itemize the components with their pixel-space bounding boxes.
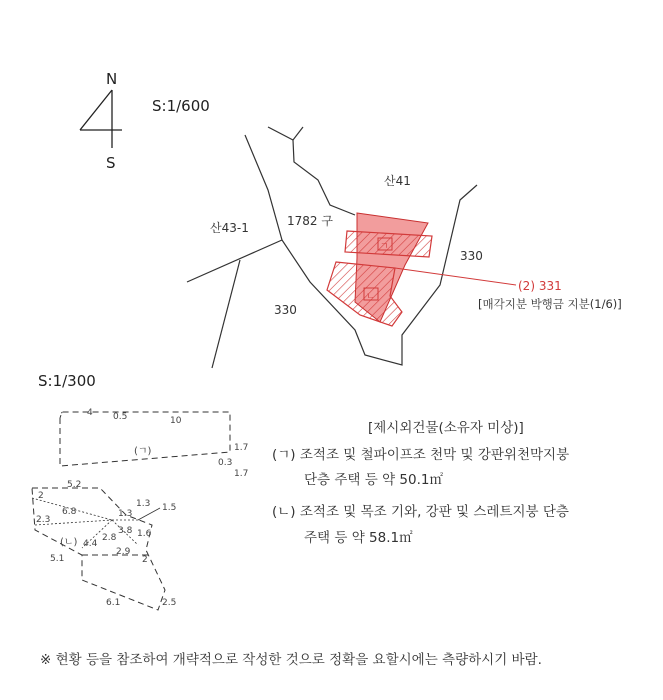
legend-item-a	[272, 443, 569, 463]
label-parcel-1782: 1782 구	[287, 214, 333, 228]
sketch-b-dim: 5.2	[67, 480, 82, 490]
legend-item-a-mark: (ㄱ)	[272, 447, 296, 463]
sketch-building-a	[60, 408, 248, 479]
share-note: [매각지분 박행금 지분(1/6)]	[478, 297, 622, 311]
building-a-footprint	[345, 231, 432, 257]
sketch-b-dim: 1.6	[137, 529, 152, 539]
sketch-b-dim: 2.3	[36, 515, 51, 525]
north-label: N	[106, 70, 118, 88]
sketch-a-dim: 4	[87, 408, 93, 418]
label-san43-1: 산43-1	[210, 221, 249, 235]
building-b-mark: ㄴ	[366, 292, 375, 302]
label-330-right: 330	[460, 249, 483, 263]
sketch-b-dim: 2.5	[162, 598, 177, 608]
sketch-b-dim: 1.3	[136, 499, 151, 509]
sketch-b-dim: 3.8	[118, 526, 133, 536]
sketch-a-label: (ㄱ)	[134, 446, 152, 457]
sketch-b-label: (ㄴ)	[60, 537, 78, 548]
building-a-mark: ㄱ	[380, 242, 389, 252]
sketch-b-dim: 2.8	[102, 533, 117, 543]
sketch-b-dim: 5.1	[50, 554, 65, 564]
sketch-b-dim: 2	[142, 555, 148, 565]
legend-item-a-line2: 단층 주택 등 약 50.1㎡	[304, 472, 443, 488]
callout-label: (2) 331	[518, 279, 562, 293]
south-label: S	[106, 154, 116, 172]
sketch-b-dim: 6.1	[106, 598, 121, 608]
legend-title: [제시외건물(소유자 미상)]	[368, 420, 524, 436]
sketch-a-dim: 1.7	[234, 443, 249, 453]
sketch-a-dim: 0.5	[113, 412, 128, 422]
sketch-a-dim: 1.7	[234, 469, 249, 479]
map-scale: S:1/600	[152, 97, 210, 115]
legend-item-b	[272, 500, 569, 520]
legend-item-a-line1: 조적조 및 철파이프조 천막 및 강판위천막지붕	[299, 447, 570, 463]
north-arrow-icon	[80, 70, 122, 172]
sketch-b-dim: 2.9	[116, 547, 131, 557]
sketch-b-dim: 1.5	[162, 503, 177, 513]
sketch-building-b	[32, 480, 176, 610]
building-b-footprint	[327, 262, 402, 326]
sketch-a-dim: 10	[170, 416, 182, 426]
parcel-boundaries	[187, 127, 477, 368]
legend-item-b-mark: (ㄴ)	[272, 504, 296, 520]
sketch-b-dim: 2	[38, 491, 44, 501]
legend-item-b-line2: 주택 등 약 58.1㎡	[304, 530, 413, 546]
label-330-left: 330	[274, 303, 297, 317]
label-san41: 산41	[384, 174, 411, 188]
sketch-a-dim: 0.3	[218, 458, 233, 468]
sketch-b-dim: 1.3	[118, 509, 133, 519]
callout-leader	[395, 268, 516, 285]
legend-item-b-line1: 조적조 및 목조 기와, 강판 및 스레트지붕 단층	[299, 504, 569, 520]
footer-note: ※ 현황 등을 참조하여 개략적으로 작성한 것으로 정확을 요할시에는 측량하시기 바람.	[40, 652, 542, 668]
sketch-b-dim: 6.8	[62, 507, 77, 517]
sketch-b-dim: 4.4	[83, 539, 98, 549]
sketch-scale: S:1/300	[38, 372, 96, 390]
